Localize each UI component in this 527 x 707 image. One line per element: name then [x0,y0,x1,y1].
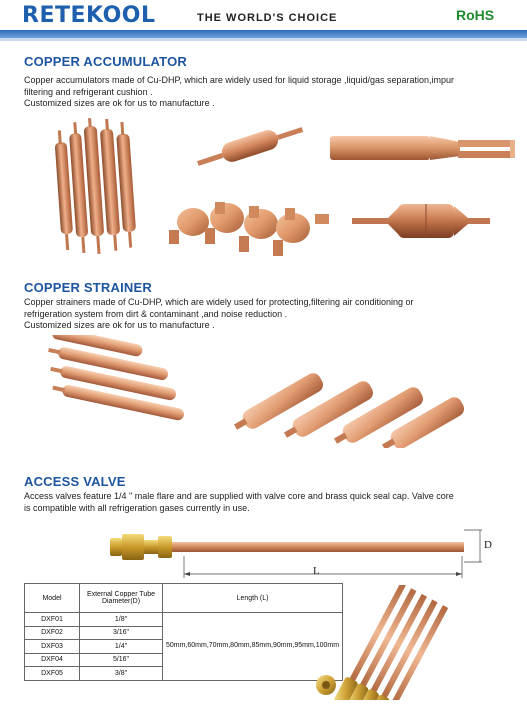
col-diameter-header: External Copper Tube Diameter(D) [80,584,163,613]
cell-length: 50mm,60mm,70mm,80mm,85mm,90mm,95mm,100mm [163,613,343,681]
valve-line-1: Access valves feature 1/4 " male flare and are supplied with valve core and brass quick seal cap. Valve core [24,491,454,501]
brand-logo: RETEKOOL [22,3,156,28]
header-divider-light [0,38,527,41]
valve-dimension-diagram [104,522,504,582]
accumulator-single-photo [193,122,308,170]
cell-model: DXF05 [25,667,80,681]
cell-model: DXF03 [25,640,80,654]
strainer-title: COPPER STRAINER [24,280,152,295]
accumulator-tank-photo [352,196,492,246]
accumulator-description [24,75,524,110]
accumulator-bundle-photo [40,118,150,260]
strainer-flat-photo [30,335,205,423]
rohs-badge: RoHS [456,7,495,23]
strainer-line-3: Customized sizes are ok for us to manufacture . [24,320,215,330]
col-length-header: Length (L) [163,584,343,613]
header-divider [0,30,527,38]
strainer-line-1: Copper strainers made of Cu-DHP, which are widely used for protecting,filtering air conditioning or [24,297,414,307]
accumulator-joint-photo [330,122,516,182]
cell-model: DXF04 [25,653,80,667]
accumulator-line-2: filtering and refrigerant cushion . [24,86,153,97]
cell-diameter: 3/8" [80,667,163,681]
valve-description [24,491,524,514]
valve-title: ACCESS VALVE [24,474,126,489]
strainer-group-photo [228,338,468,448]
valve-line-2: is compatible with all refrigeration gases currently in use. [24,502,250,513]
length-label: L [313,565,320,577]
cell-diameter: 5/16" [80,653,163,667]
cell-diameter: 3/16" [80,626,163,640]
accumulator-line-1: Copper accumulators made of Cu-DHP, which are widely used for liquid storage ,liquid/gas separation,impur [24,75,455,85]
brand-tagline: THE WORLD'S CHOICE [197,12,338,24]
col-model-header: Model [25,584,80,613]
accumulator-line-3: Customized sizes are ok for us to manufacture . [24,98,215,108]
access-valve-spec-table [24,583,343,681]
accumulator-group-photo [165,184,335,266]
cell-model: DXF02 [25,626,80,640]
accumulator-title: COPPER ACCUMULATOR [24,54,187,69]
cell-diameter: 1/8" [80,613,163,627]
strainer-line-2: refrigeration system from dirt & contaminant ,and noise reduction . [24,308,288,319]
strainer-description [24,297,524,332]
cell-model: DXF01 [25,613,80,627]
cell-diameter: 1/4" [80,640,163,654]
table-header-row [25,584,343,613]
access-valve-photo [300,585,470,700]
table-row [25,613,343,627]
diameter-label: D [484,539,492,551]
